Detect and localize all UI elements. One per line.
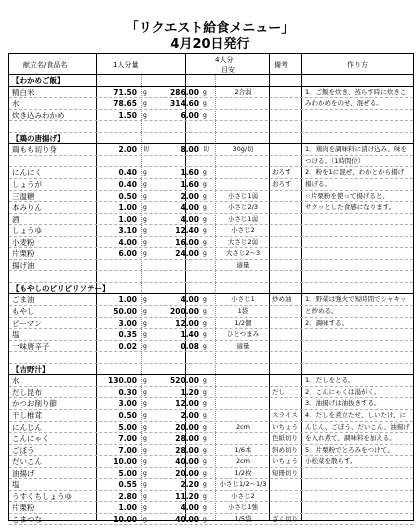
per-person-amount: 7.00 [118, 434, 137, 444]
per-person-amount: 7.00 [118, 445, 137, 455]
table-row [9, 87, 413, 99]
per-person-unit: g [143, 515, 147, 523]
food-name: ごま油 [12, 295, 35, 305]
four-people-unit: g [203, 435, 207, 443]
per-person-unit: g [143, 446, 147, 454]
table-row [9, 433, 413, 445]
section-row [9, 75, 413, 87]
table-row [9, 260, 413, 272]
four-people-amount: 2.00 [180, 191, 199, 201]
remark-text: 炒め油 [272, 295, 292, 304]
four-people-amount: 20.00 [175, 422, 199, 432]
four-people-amount: 12.00 [175, 399, 199, 409]
four-people-amount: 40.00 [175, 514, 199, 524]
per-person-unit: g [143, 469, 147, 477]
guide-text: 30g/切 [232, 145, 254, 154]
per-person-unit: g [143, 192, 147, 200]
per-person-amount: 2.80 [118, 491, 137, 501]
table-row [9, 456, 413, 468]
four-people-unit: g [203, 423, 207, 431]
per-person-unit: g [143, 296, 147, 304]
table-row [9, 352, 413, 364]
per-person-unit: 切 [143, 146, 150, 154]
four-people-unit: g [203, 88, 207, 96]
per-person-amount: 3.00 [118, 399, 137, 409]
four-people-unit: g [203, 388, 207, 396]
per-person-amount: 0.50 [118, 191, 137, 201]
per-person-amount: 5.00 [118, 468, 137, 478]
section-row [9, 283, 413, 295]
four-people-amount: 1.20 [180, 387, 199, 397]
four-people-amount: 24.00 [175, 249, 199, 259]
four-people-amount: 28.00 [175, 445, 199, 455]
per-person-amount: 1.00 [118, 503, 137, 513]
per-person-unit: g [143, 342, 147, 350]
per-person-unit: g [143, 250, 147, 258]
four-people-amount: 286.00 [170, 87, 199, 97]
per-person-unit: g [143, 458, 147, 466]
table-row [9, 502, 413, 514]
guide-text: 1/2枚 [234, 468, 252, 477]
guide-text: 適量 [236, 341, 250, 350]
food-name: 酒 [12, 214, 20, 224]
food-name: だし昆布 [12, 387, 42, 397]
food-name: にんじん [12, 422, 42, 432]
four-people-unit: g [203, 411, 207, 419]
four-people-amount: 1.40 [180, 330, 199, 340]
food-name: 水 [12, 376, 20, 386]
section-title: 【鶏の唐揚げ】 [12, 133, 65, 143]
guide-text: ひとつまみ [226, 330, 260, 339]
per-person-amount: 10.00 [113, 457, 137, 467]
guide-text: 小さじ2 [231, 491, 255, 500]
table-row [9, 329, 413, 341]
per-person-amount: 0.50 [118, 410, 137, 420]
section-title: 【もやしのピリピリソテー】 [12, 283, 110, 293]
table-row [9, 167, 413, 179]
table-row [9, 479, 413, 491]
per-person-unit: g [143, 400, 147, 408]
method-text: 3．油揚げは油抜きする。 [305, 399, 381, 408]
four-people-amount: 12.00 [175, 318, 199, 328]
four-people-unit: g [203, 204, 207, 212]
remark-text: おろす [272, 168, 292, 177]
table-row [9, 398, 413, 410]
per-person-amount: 1.00 [118, 295, 137, 305]
remark-text: 斜め切り [272, 445, 298, 454]
guide-text: 1/5袋 [234, 514, 252, 523]
per-person-amount: 0.02 [118, 341, 137, 351]
four-people-amount: 4.00 [180, 295, 199, 305]
table-row [9, 156, 413, 168]
four-people-unit: g [203, 515, 207, 523]
four-people-unit: g [203, 169, 207, 177]
four-people-unit: g [203, 481, 207, 489]
page-title: 「リクエスト給食メニュー」 [125, 21, 295, 36]
food-name: 揚げ油 [12, 260, 35, 270]
guide-text: 1/6本 [234, 445, 252, 454]
food-name: 干し椎茸 [12, 410, 42, 420]
per-person-unit: g [143, 377, 147, 385]
remark-text: いちょう [272, 422, 298, 431]
four-people-amount: 11.20 [175, 491, 199, 501]
method-text: と炒める。 [305, 307, 338, 315]
per-person-amount: 0.55 [118, 480, 137, 490]
four-people-unit: g [203, 100, 207, 108]
per-person-unit: g [143, 238, 147, 246]
table-row [9, 144, 413, 156]
guide-text: 大さじ2～3 [225, 249, 261, 258]
per-person-amount: 2.00 [118, 145, 137, 155]
food-name: 三温糖 [12, 191, 35, 201]
four-people-unit: g [203, 308, 207, 315]
per-person-amount: 1.50 [118, 110, 137, 120]
guide-text: 小さじ1強 [227, 503, 259, 512]
food-name: 片栗粉 [12, 249, 35, 259]
per-person-unit: g [143, 169, 147, 177]
header-four-people: 4人分 [215, 56, 234, 64]
four-people-amount: 16.00 [175, 237, 199, 247]
four-people-amount: 0.08 [180, 341, 199, 351]
per-person-amount: 5.00 [118, 422, 137, 432]
per-person-amount: 4.00 [118, 237, 137, 247]
table-row [9, 422, 413, 434]
remark-text: スライス [272, 410, 298, 419]
per-person-unit: g [143, 504, 147, 512]
table-row [9, 191, 413, 203]
per-person-unit: g [143, 492, 147, 500]
food-name: 片栗粉 [12, 503, 35, 513]
per-person-unit: g [143, 481, 147, 489]
guide-text: 小さじ1 [231, 295, 255, 304]
remark-text: 短冊切り [272, 468, 298, 477]
table-row [9, 341, 413, 353]
table-row [9, 375, 413, 387]
method-text: んじん、ごぼう、だいこん、油揚げ [305, 422, 410, 431]
per-person-amount: 3.00 [118, 318, 137, 328]
header-guide: 目安 [221, 66, 235, 74]
table-row [9, 491, 413, 503]
per-person-unit: g [143, 388, 147, 396]
per-person-amount: 71.50 [113, 87, 137, 97]
four-people-amount: 4.00 [180, 214, 199, 224]
per-person-amount: 3.10 [118, 226, 137, 236]
four-people-amount: 28.00 [175, 434, 199, 444]
guide-text: 小さじ1弱 [227, 191, 259, 200]
four-people-unit: g [203, 342, 207, 350]
four-people-amount: 314.60 [170, 99, 199, 109]
method-text: ☆片栗粉を使って揚げると、 [305, 191, 389, 200]
four-people-amount: 4.00 [180, 203, 199, 213]
guide-text: 適量 [236, 260, 250, 269]
section-row [9, 133, 413, 145]
four-people-amount: 520.00 [170, 376, 199, 386]
four-people-amount: 2.20 [180, 480, 199, 490]
four-people-unit: 切 [203, 146, 210, 154]
method-text: 1．ご飯を炊き、蒸らす時に炊きこ [305, 87, 407, 96]
method-text: 2．粉を1に混ぜ、わかとから揚げ [305, 168, 405, 177]
guide-text: 2cm [235, 422, 251, 431]
four-people-unit: g [203, 111, 207, 119]
four-people-unit: g [203, 180, 207, 188]
guide-text: 小さじ2/3 [228, 203, 258, 212]
food-name: だいこん [12, 457, 42, 467]
table-row [9, 179, 413, 191]
food-name: 一味唐辛子 [12, 341, 50, 351]
four-people-amount: 4.00 [180, 503, 199, 513]
section-row [9, 364, 413, 376]
four-people-unit: g [203, 296, 207, 304]
header-remarks: 備考 [274, 61, 288, 69]
four-people-unit: g [203, 377, 207, 385]
four-people-unit: g [203, 331, 207, 339]
four-people-unit: g [203, 238, 207, 246]
food-name: こんにゃく [12, 434, 50, 444]
food-name: かつお削り節 [12, 399, 57, 409]
method-text: 1．野菜は強火で短時間でシャキッ [305, 295, 407, 304]
four-people-unit: g [203, 250, 207, 258]
per-person-unit: g [143, 215, 147, 223]
per-person-amount: 1.00 [118, 203, 137, 213]
per-person-unit: g [143, 411, 147, 419]
per-person-amount: 10.00 [113, 514, 137, 524]
guide-text: 大さじ2弱 [227, 237, 259, 246]
food-name: しょうが [12, 179, 42, 189]
four-people-amount: 8.00 [180, 145, 199, 155]
four-people-amount: 6.00 [180, 110, 199, 120]
per-person-unit: g [143, 319, 147, 327]
method-text: 小松菜を散らす。 [305, 457, 357, 466]
four-people-amount: 2.00 [180, 410, 199, 420]
guide-text: 小さじ2 [231, 226, 255, 235]
food-name: 油揚げ [12, 468, 35, 478]
table-row [9, 468, 413, 480]
per-person-unit: g [143, 180, 147, 188]
food-name: 炊き込みわかめ [12, 110, 65, 120]
food-name: 精白米 [12, 87, 35, 97]
four-people-unit: g [203, 458, 207, 466]
four-people-unit: g [203, 192, 207, 200]
four-people-amount: 12.40 [175, 226, 199, 236]
per-person-unit: g [143, 423, 147, 431]
per-person-amount: 50.00 [113, 307, 137, 316]
per-person-unit: g [143, 100, 147, 108]
remark-text: 色紙切り [272, 434, 298, 443]
method-text: 揚げる。 [305, 179, 331, 188]
method-text: サクッとした食感になります。 [305, 203, 396, 212]
guide-text: 1/2個 [234, 318, 252, 327]
table-row [9, 294, 413, 306]
method-text: つける。（1時間位） [305, 156, 365, 165]
four-people-amount: 200.00 [170, 307, 199, 316]
table-row [9, 237, 413, 249]
table-row [9, 225, 413, 237]
guide-text: 1袋 [237, 307, 249, 315]
per-person-amount: 1.00 [118, 214, 137, 224]
four-people-unit: g [203, 469, 207, 477]
header-name: 献立名/食品名 [23, 61, 68, 69]
four-people-unit: g [203, 227, 207, 235]
food-name: ピーマン [12, 318, 42, 328]
food-name: こまつな [12, 514, 42, 524]
per-person-amount: 130.00 [108, 376, 137, 386]
table-row [9, 514, 413, 526]
table-header [9, 54, 413, 75]
table-row [9, 110, 413, 122]
remark-text: だし [272, 387, 285, 396]
per-person-amount: 6.00 [118, 249, 137, 259]
recipe-table [8, 53, 414, 524]
food-name: 塩 [12, 480, 20, 490]
food-name: にんにく [12, 168, 42, 178]
per-person-unit: g [143, 308, 147, 315]
per-person-unit: g [143, 88, 147, 96]
per-person-unit: g [143, 227, 147, 235]
table-row [9, 121, 413, 133]
guide-text: 2合弱 [234, 87, 252, 96]
per-person-amount: 0.40 [118, 168, 137, 178]
method-text: 5．片栗粉でとろみをつけて、 [305, 445, 394, 454]
per-person-unit: g [143, 435, 147, 443]
remark-text: ざく切り [272, 514, 298, 523]
food-name: 本みりん [12, 203, 42, 213]
four-people-unit: g [203, 446, 207, 454]
per-person-amount: 0.35 [118, 330, 137, 340]
method-text: 2．調味する。 [305, 318, 349, 327]
table-row [9, 202, 413, 214]
per-person-unit: g [143, 331, 147, 339]
method-text: 2．こんにゃくは湯がく。 [305, 387, 381, 396]
header-per-person: 1人分量 [113, 61, 139, 69]
method-text: を入れ煮て、調味料を加える。 [305, 434, 396, 443]
four-people-amount: 1.60 [180, 168, 199, 178]
method-text: 1．だしをとる。 [305, 376, 355, 385]
four-people-unit: g [203, 504, 207, 512]
table-row [9, 410, 413, 422]
method-text: みわかめをのせ、混ぜる。 [305, 99, 383, 108]
food-name: 塩 [12, 330, 20, 340]
food-name: 鶏もも切り身 [12, 145, 57, 155]
guide-text: 2cm [235, 457, 251, 466]
per-person-unit: g [143, 111, 147, 119]
per-person-amount: 0.30 [118, 387, 137, 397]
per-person-unit: g [143, 204, 147, 212]
food-name: もやし [12, 307, 35, 316]
table-row [9, 387, 413, 399]
four-people-unit: g [203, 215, 207, 223]
per-person-amount: 78.65 [113, 99, 137, 109]
food-name: しょうゆ [12, 226, 42, 236]
four-people-unit: g [203, 492, 207, 500]
four-people-unit: g [203, 400, 207, 408]
food-name: 水 [12, 99, 20, 109]
food-name: 小麦粉 [12, 237, 35, 247]
table-row [9, 318, 413, 330]
four-people-amount: 20.00 [175, 468, 199, 478]
per-person-amount: 0.40 [118, 179, 137, 189]
table-row [9, 306, 413, 318]
table-row [9, 248, 413, 260]
method-text: 1．鶏肉を調味料に漬け込み、味を [305, 145, 408, 154]
method-text: 4．だしを煮立たせ、しいたけ、に [305, 410, 407, 419]
guide-text: 小さじ1弱 [227, 214, 259, 223]
remark-text: おろす [272, 179, 292, 188]
table-row [9, 271, 413, 283]
table-row [9, 445, 413, 457]
section-title: 【吉野汁】 [12, 364, 50, 374]
page-subtitle: 4月20日発行 [170, 37, 250, 52]
food-name: ごぼう [12, 445, 35, 455]
section-title: 【わかめご飯】 [12, 76, 65, 85]
four-people-unit: g [203, 319, 207, 327]
four-people-amount: 1.60 [180, 179, 199, 189]
guide-text: 小さじ1/2～1/3 [219, 480, 267, 489]
header-method: 作り方 [347, 61, 368, 69]
remark-text: いちょう [272, 457, 298, 466]
four-people-amount: 40.00 [175, 457, 199, 467]
food-name: うすくちしょうゆ [12, 491, 72, 501]
table-row [9, 98, 413, 110]
table-row [9, 214, 413, 226]
